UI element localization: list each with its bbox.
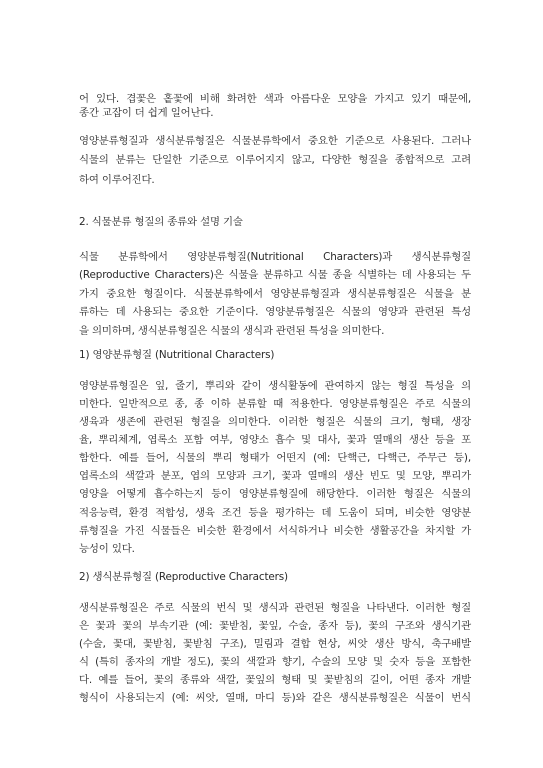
text-line: 형식이 사용되는지 (예: 씨앗, 열매, 마디 등)와 같은 생식분류형질은 식물이 번식 <box>79 692 471 704</box>
text-line: 종간 교잡이 더 쉽게 일어난다. <box>79 107 214 119</box>
text-line: 엽록소의 색깔과 분포, 엽의 모양과 크기, 꽃과 열매의 생산 빈도 및 모양, 뿌리가 <box>79 470 471 482</box>
subheading-text: 2) 생식분류형질 (Reproductive Characters) <box>79 571 288 583</box>
text-line: 능성이 있다. <box>79 543 135 555</box>
text-line: 생육과 생존에 관련된 형질을 의미한다. 이러한 형질은 식물의 크기, 형태, 생장 <box>79 416 471 428</box>
section-heading-text: 2. 식물분류 형질의 종류와 설명 기술 <box>79 216 243 228</box>
text-line: 류형질을 가진 식물들은 비슷한 환경에서 서식하거나 비슷한 생활공간을 차지할 가 <box>79 525 471 537</box>
text-line: 다. 예를 들어, 꽃의 종류와 색깔, 꽃잎의 형태 및 꽃받침의 길이, 어떤 종자 개발 <box>79 674 471 686</box>
text-line: 어 있다. 겹꽃은 홑꽃에 비해 화려한 색과 아름다운 모양을 가지고 있기 때문에, <box>79 93 471 105</box>
text-line: 은 꽃과 꽃의 부속기관 (예: 꽃받침, 꽃잎, 수술, 종자 등), 꽃의 구조와 생식기관 <box>79 620 471 632</box>
text-line: 가지 중요한 형질이다. 식물분류학에서 영양분류형질과 생식분류형질은 식물을 분 <box>79 288 471 300</box>
text-line: 미한다. 일반적으로 종, 종 이하 분류할 때 적용한다. 영양분류형질은 주로 식물의 <box>79 398 471 410</box>
subheading-text: 1) 영양분류형질 (Nutritional Characters) <box>79 349 275 361</box>
text-line: 을 의미하며, 생식분류형질은 식물의 생식과 관련된 특성을 의미한다. <box>79 325 385 337</box>
text-line: 식 (특히 종자의 개발 정도), 꽃의 색깔과 향기, 수술의 모양 및 숫자 등을 포함한 <box>79 656 471 668</box>
text-line: (수술, 꽃대, 꽃받침, 꽃받침 구조), 밀림과 결합 현상, 씨앗 생산 방식, 축구배발 <box>79 638 471 650</box>
text-line: 적응능력, 환경 적합성, 생육 조건 등을 평가하는 데 도움이 되며, 비슷한 영양분 <box>79 507 471 519</box>
text-line: 하여 이루어진다. <box>79 174 155 186</box>
text-line: 식물 분류학에서 영양분류형질(Nutritional Characters)과 생식분류형질 <box>79 251 471 263</box>
text-line: 영양을 어떻게 흡수하는지 등이 영양분류형질에 해당한다. 이러한 형질은 식물의 <box>79 488 471 500</box>
text-line: (Reproductive Characters)은 식물을 분류하고 식물 종을 식별하는 데 사용되는 두 <box>79 269 471 281</box>
text-line: 함한다. 예를 들어, 식물의 뿌리 형태가 어떤지 (예: 단핵근, 다핵근, 주무근 등), <box>79 452 471 464</box>
text-line: 영양분류형질과 생식분류형질은 식물분류학에서 중요한 기준으로 사용된다. 그러나 <box>79 135 471 147</box>
text-line: 생식분류형질은 주로 식물의 번식 및 생식과 관련된 형질을 나타낸다. 이러한 형질 <box>79 602 471 614</box>
text-line: 식물의 분류는 단일한 기준으로 이루어지지 않고, 다양한 형질을 종합적으로 고려 <box>79 154 471 166</box>
text-line: 영양분류형질은 잎, 줄기, 뿌리와 같이 생식활동에 관여하지 않는 형질 특성을 의 <box>79 380 471 392</box>
text-line: 율, 뿌리체계, 엽록소 포함 여부, 영양소 흡수 및 대사, 꽃과 열매의 생산 등을 포 <box>79 434 471 446</box>
text-line: 류하는 데 사용되는 중요한 기준이다. 영양분류형질은 식물의 영양과 관련된 특성 <box>79 306 471 318</box>
